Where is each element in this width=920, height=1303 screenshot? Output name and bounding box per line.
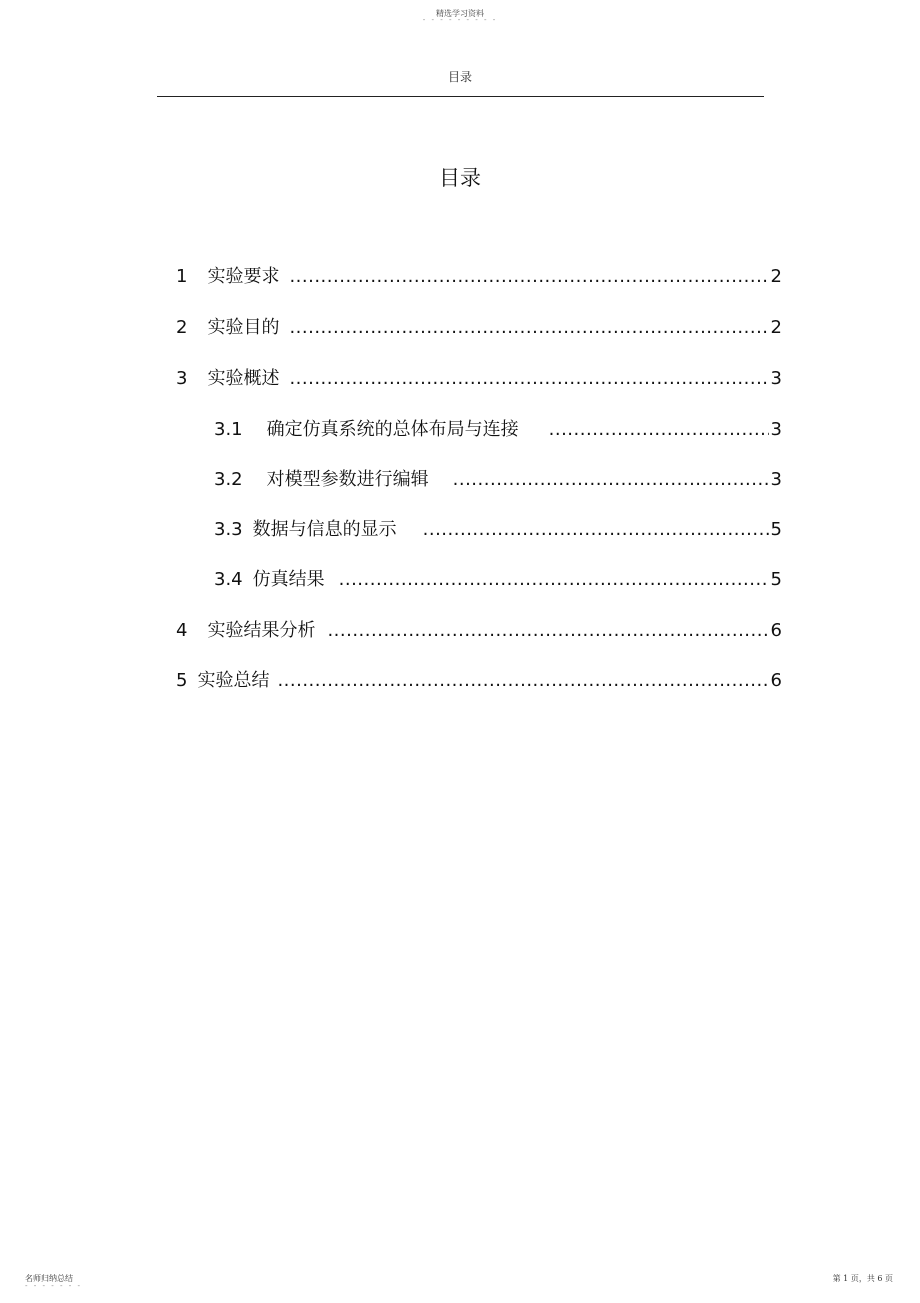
toc-entry-title: 实验要求 [207, 266, 280, 287]
footer-left-text: 名师归纳总结 [25, 1274, 73, 1283]
toc-leader-dots [549, 417, 769, 443]
toc-entry-number: 3.2 [214, 469, 243, 490]
toc-entry-title: 数据与信息的显示 [252, 519, 397, 540]
footer-page-indicator: 第 1 页，共 6 页 [832, 1274, 893, 1283]
toc-entry-title: 实验总结 [197, 670, 270, 691]
toc-entry-number: 5 [176, 670, 188, 691]
toc-leader-dots [289, 264, 768, 290]
toc-entry-5[interactable] [176, 668, 782, 694]
toc-leader-dots [289, 315, 768, 341]
toc-entry-page: 6 [770, 670, 782, 691]
toc-leader-dots [423, 517, 769, 543]
toc-entry-page: 5 [770, 569, 782, 590]
toc-leader-dots [289, 366, 768, 392]
toc-leader-dots [327, 618, 768, 644]
toc-entry-title: 实验概述 [207, 368, 280, 389]
toc-entry-number: 3.3 [214, 519, 243, 540]
toc-entry-page: 3 [770, 368, 782, 389]
toc-entry-1[interactable] [176, 264, 782, 290]
toc-entry-page: 5 [770, 519, 782, 540]
toc-entry-4[interactable] [176, 618, 782, 644]
toc-entry-title: 确定仿真系统的总体布局与连接 [266, 419, 519, 440]
toc-entry-page: 2 [770, 266, 782, 287]
footer-left-dashes: - - - - - - - [25, 1282, 83, 1290]
toc-title: 目录 [439, 166, 481, 190]
toc-entry-number: 1 [176, 266, 188, 287]
toc-entry-3-3[interactable] [214, 517, 782, 543]
toc-entry-page: 6 [770, 620, 782, 641]
toc-entry-3-1[interactable] [214, 417, 782, 443]
toc-entry-3[interactable] [176, 366, 782, 392]
toc-entry-page: 2 [770, 317, 782, 338]
toc-entry-3-4[interactable] [214, 567, 782, 593]
toc-leader-dots [277, 668, 768, 694]
watermark-dashes: - - - - - - - - - [422, 16, 498, 24]
toc-entry-number: 3.4 [214, 569, 243, 590]
toc-entry-number: 2 [176, 317, 188, 338]
toc-entry-title: 实验目的 [207, 317, 280, 338]
toc-entry-title: 对模型参数进行编辑 [266, 469, 429, 490]
toc-entry-3-2[interactable] [214, 467, 782, 493]
toc-entry-2[interactable] [176, 315, 782, 341]
toc-leader-dots [339, 567, 769, 593]
toc-entry-title: 实验结果分析 [207, 620, 316, 641]
toc-leader-dots [453, 467, 769, 493]
toc-entry-number: 3 [176, 368, 188, 389]
toc-entry-title: 仿真结果 [252, 569, 325, 590]
header-rule [157, 96, 764, 97]
toc-entry-page: 3 [770, 469, 782, 490]
toc-entry-number: 3.1 [214, 419, 243, 440]
toc-entry-number: 4 [176, 620, 188, 641]
watermark-text: 精选学习资料 [436, 9, 484, 18]
running-header: 目录 [447, 70, 472, 84]
toc-entry-page: 3 [770, 419, 782, 440]
